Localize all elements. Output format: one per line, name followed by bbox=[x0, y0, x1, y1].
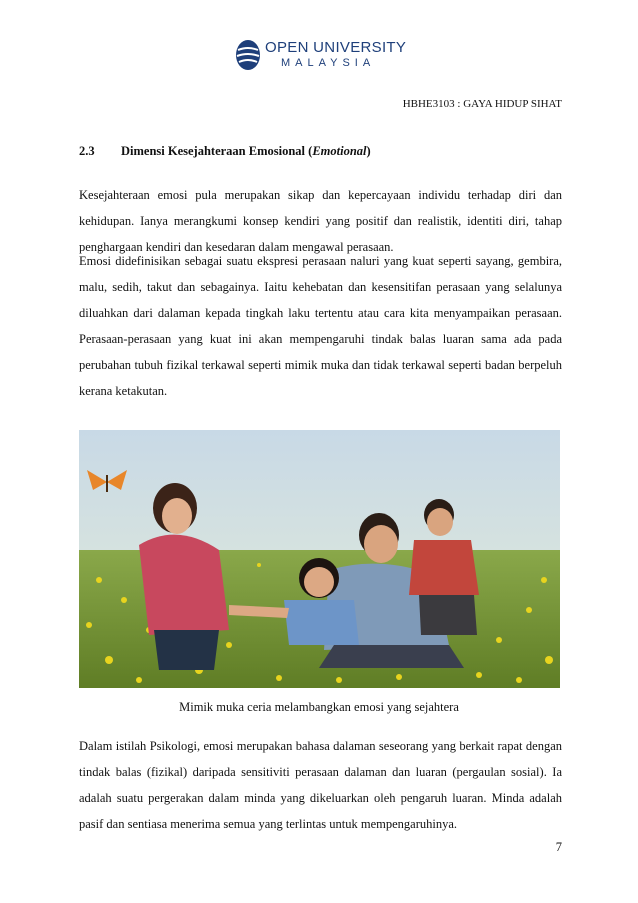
family-photo bbox=[79, 430, 560, 688]
section-heading: 2.3 Dimensi Kesejahteraan Emosional (Emotional) bbox=[79, 144, 371, 158]
logo-text-line1: OPEN UNIVERSITY bbox=[265, 39, 407, 56]
section-title: Dimensi Kesejahteraan Emosional bbox=[121, 144, 306, 158]
paragraph-1: Kesejahteraan emosi pula merupakan sikap dan kepercayaan individu terhadap diri dan kehidupan. Ianya merangkumi konsep kendiri yang positif dan realistik, identiti diri, tahap penghargaan kendiri dan kesedaran dalam mengawal perasaan. bbox=[79, 188, 562, 254]
section-title-english: Emotional bbox=[312, 144, 367, 158]
university-logo bbox=[235, 38, 405, 78]
logo-emblem-icon bbox=[235, 38, 261, 72]
paragraph-3: Dalam istilah Psikologi, emosi merupakan bahasa dalaman seseorang yang berkait rapat dengan tindak balas (fizikal) daripada sensitiviti perasaan dalaman dan luaran (pergaulan sosial). Ia adalah suatu pergerakan dalam minda yang dikeluarkan oleh pengaruh luaran. Minda adalah pasif dan sentiasa menerima semua yang terlintas untuk mempengaruhinya. bbox=[79, 739, 562, 831]
paragraph-2: Emosi didefinisikan sebagai suatu ekspresi perasaan naluri yang kuat seperti sayang, gembira, malu, sedih, takut dan sebagainya. Iaitu kehebatan dan kesensitifan perasaan yang selalunya diluahkan dari dalaman kepada tingkah laku tertentu atau cara kita menyampaikan perasaan. Perasaan-perasaan yang kuat ini akan mempengaruhi tindak balas luaran sama ada pada perubahan tubuh fizikal terkawal seperti mimik muka dan tidak terkawal seperti badan berpeluh kerana ketakutan. bbox=[79, 254, 562, 398]
section-number: 2.3 bbox=[79, 144, 95, 158]
figure-caption: Mimik muka ceria melambangkan emosi yang sejahtera bbox=[179, 700, 459, 714]
course-header: HBHE3103 : GAYA HIDUP SIHAT bbox=[402, 98, 562, 110]
page-number: 7 bbox=[555, 840, 562, 854]
logo-text-line2: MALAYSIA bbox=[281, 57, 376, 69]
